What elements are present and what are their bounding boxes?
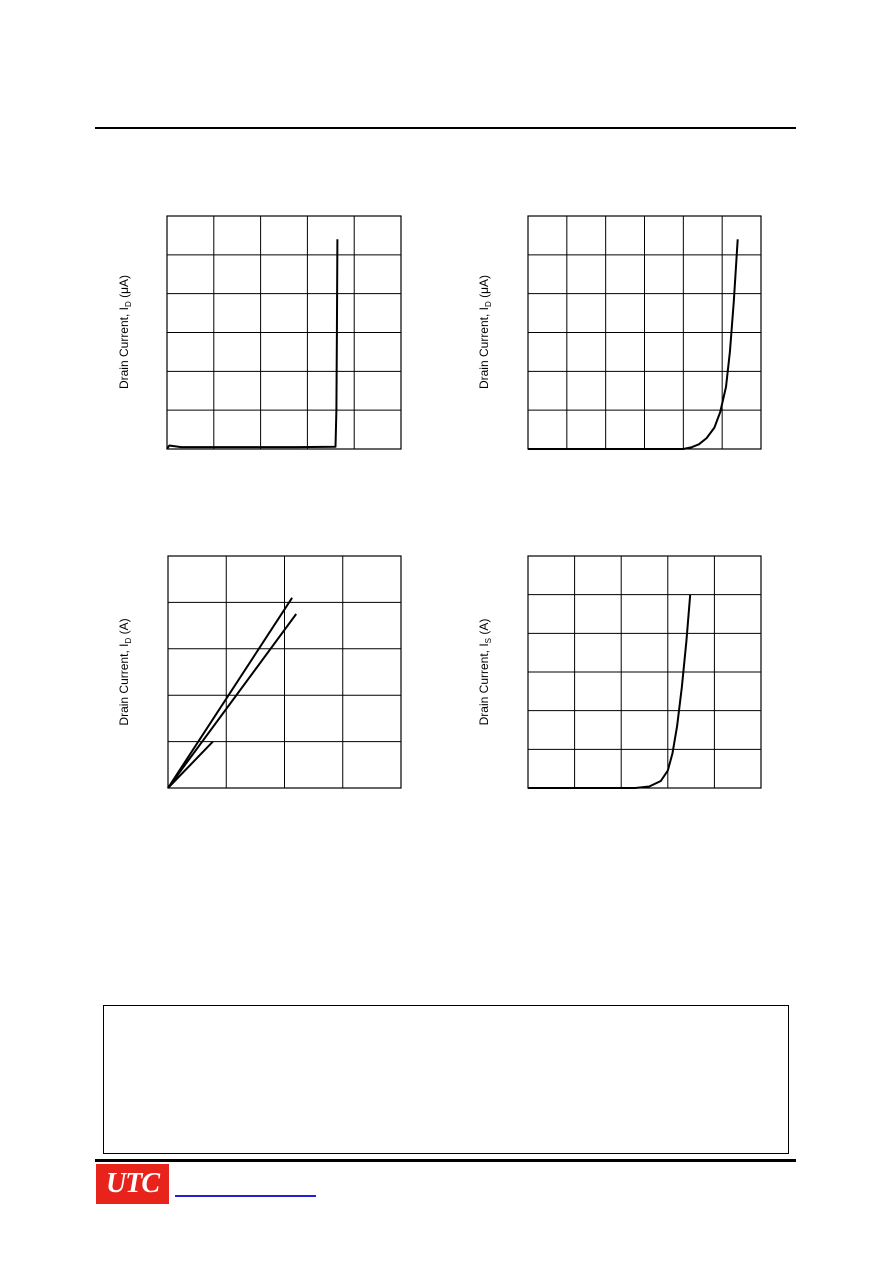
- chart-4: [528, 556, 761, 788]
- chart-1-y-axis-label: Drain Current, $I_D$ (μA): [116, 274, 134, 390]
- series-line-2: [168, 614, 296, 788]
- chart-3-plot: [168, 556, 401, 788]
- series-line-1: [167, 239, 337, 449]
- chart-4-y-axis-label: Drain Current, $I_S$ (A): [476, 618, 494, 726]
- series-line-1: [528, 239, 738, 449]
- chart-1-plot: [167, 216, 401, 449]
- utc-logo-text: UTC: [106, 1168, 159, 1199]
- series-line-3: [168, 742, 213, 788]
- chart-2-plot: [528, 216, 761, 449]
- header-rule: [95, 127, 796, 129]
- chart-3: [168, 556, 401, 788]
- chart-4-plot: [528, 556, 761, 788]
- chart-3-y-axis-label: Drain Current, $I_D$ (A): [116, 618, 134, 726]
- series-line-1: [528, 595, 690, 788]
- utc-logo: [96, 1164, 169, 1204]
- footer-rule: [95, 1159, 796, 1162]
- chart-1: [167, 216, 401, 449]
- chart-2: [528, 216, 761, 449]
- website-link-underline[interactable]: [175, 1195, 316, 1197]
- notice-box: [103, 1005, 789, 1154]
- chart-2-y-axis-label: Drain Current, $I_D$ (μA): [476, 274, 494, 390]
- series-line-1: [168, 598, 292, 788]
